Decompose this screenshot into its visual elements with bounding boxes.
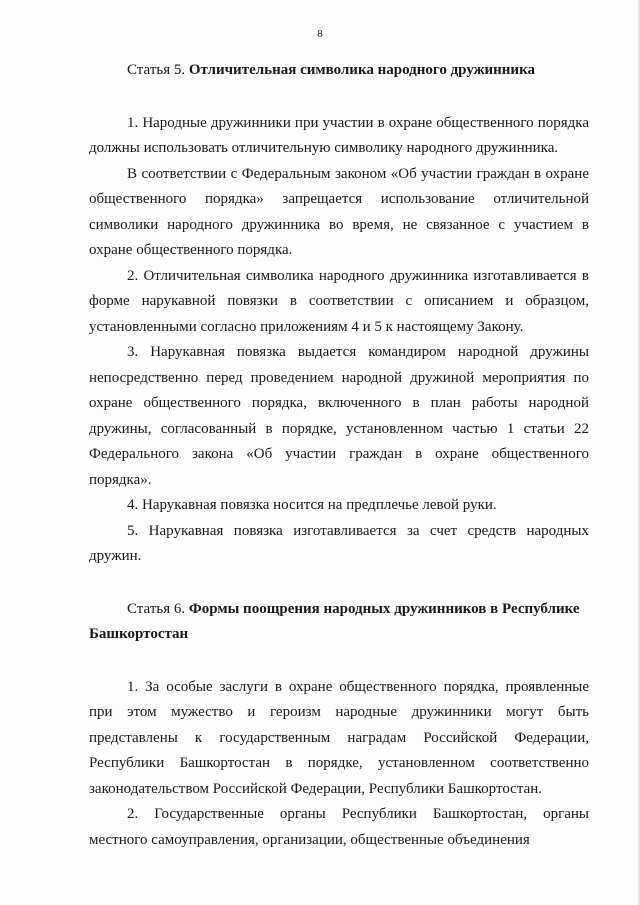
article-5-title: Отличительная символика народного дружинника xyxy=(188,62,535,78)
document-body xyxy=(89,58,589,853)
page-number: 8 xyxy=(317,28,323,40)
article-5-paragraph-1: 1. Народные дружинники при участии в охране общественного порядка должны использовать отличительную символику народного дружинника. xyxy=(89,114,589,156)
article-5-prefix: Статья 5. xyxy=(127,62,186,78)
article-5-paragraph-6: 5. Нарукавная повязка изготавливается за счет средств народных дружин. xyxy=(89,522,589,564)
article-5-paragraph-3: 2. Отличительная символика народного дружинника изготавливается в форме нарукавной повязки в соответствии с описанием и образцом, установленными согласно приложениям 4 и 5 к настоящему Закону. xyxy=(89,267,589,335)
article-5-paragraph-2: В соответствии с Федеральным законом «Об участии граждан в охране общественного порядка» запрещается использование отличительной символики народного дружинника во время, не связанное с участием в охране общественного порядка. xyxy=(89,165,589,258)
article-5-heading xyxy=(89,58,589,84)
article-6-prefix: Статья 6. xyxy=(127,600,186,617)
article-6-paragraph-2: 2. Государственные органы Республики Башкортостан, органы местного самоуправления, организации, общественные объединения xyxy=(89,806,589,848)
article-6-heading xyxy=(89,597,589,648)
article-5-paragraph-4: 3. Нарукавная повязка выдается командиром народной дружины непосредственно перед проведением народной дружиной мероприятия по охране общественного порядка, включенного в план работы народной дружины, согласованный в порядке, установленном частью 1 статьи 22 Федерального закона «Об участии граждан в охране общественного порядка». xyxy=(89,344,589,488)
article-5-paragraph-5: 4. Нарукавная повязка носится на предплечье левой руки. xyxy=(127,497,497,513)
article-6-title: Формы поощрения народных дружинников в Республике Башкортостан xyxy=(89,600,580,642)
article-6-paragraph-1: 1. За особые заслуги в охране общественного порядка, проявленные при этом мужество и героизм народные дружинники могут быть представлены к государственным наградам Российской Федерации, Республики Башкортостан в порядке, установленном соответственно законодательством Российской Федерации, Республики Башкортостан. xyxy=(89,678,589,797)
